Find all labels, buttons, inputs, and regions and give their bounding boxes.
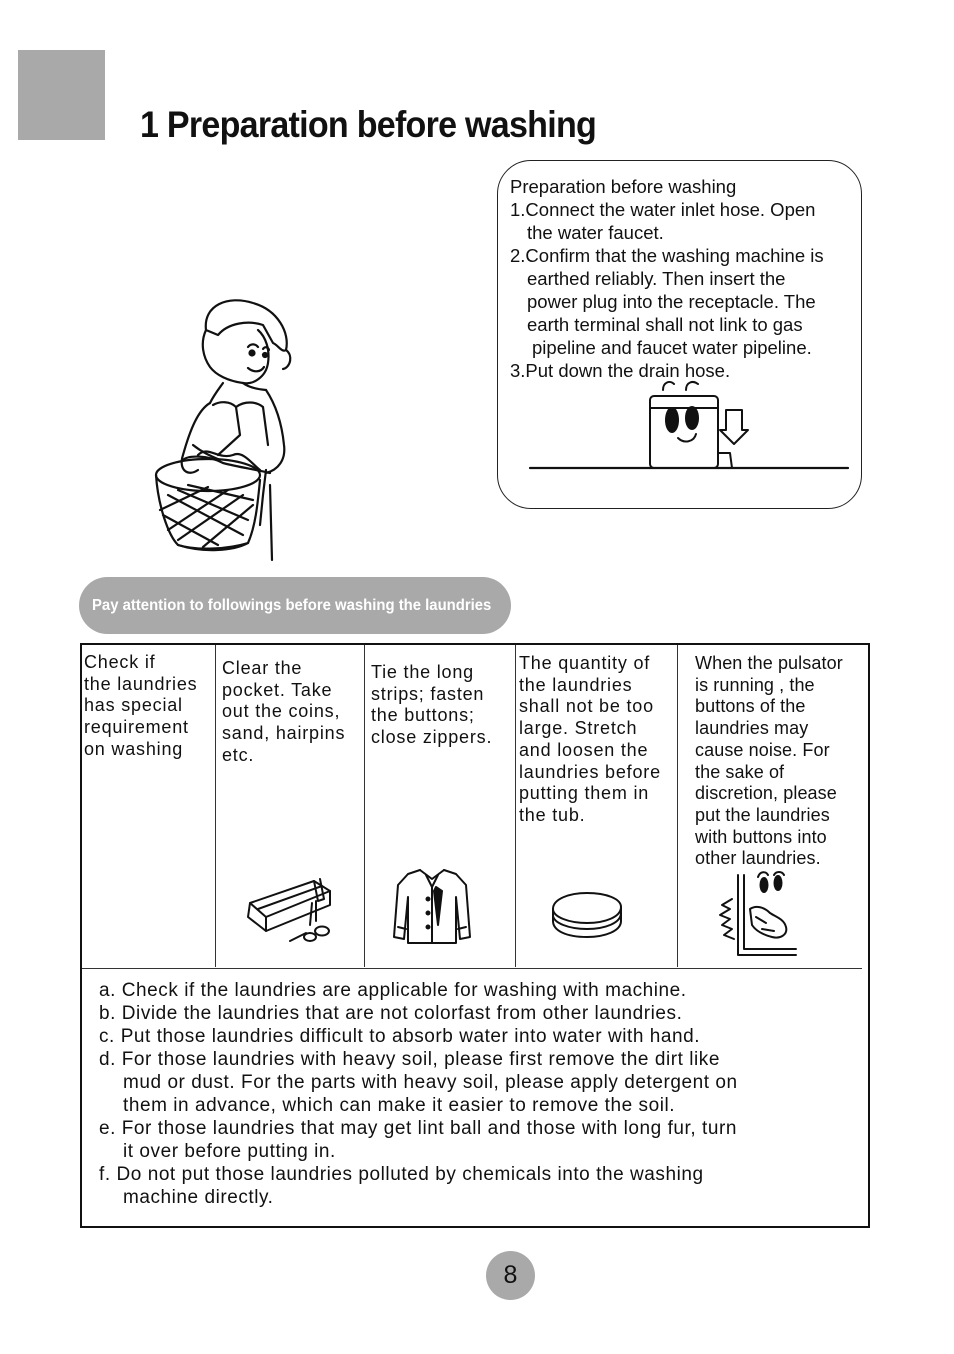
instruction-item: c. Put those laundries difficult to absorb water into water with hand. (99, 1026, 701, 1047)
table-divider (82, 968, 862, 969)
preparation-step-2-cont: pipeline and faucet water pipeline. (532, 337, 812, 358)
column-line: shall not be too (519, 696, 654, 717)
preparation-step-2-cont: earth terminal shall not link to gas (527, 314, 803, 335)
shirt-icon (392, 865, 472, 945)
column-line: etc. (222, 744, 255, 765)
instruction-item-cont: machine directly. (123, 1187, 274, 1208)
column-clear-pocket (222, 658, 362, 767)
column-line: buttons of the (695, 696, 806, 717)
column-line: on washing (84, 738, 184, 759)
instruction-item-cont: mud or dust. For the parts with heavy soil, please apply detergent on (123, 1072, 738, 1093)
page-title: 1 Preparation before washing (140, 104, 597, 145)
column-line: the laundries (519, 674, 633, 695)
column-line: other laundries. (695, 848, 821, 869)
column-line: putting them in (519, 783, 650, 804)
instruction-item-cont: it over before putting in. (123, 1141, 336, 1162)
column-divider (215, 645, 216, 967)
column-divider (364, 645, 365, 967)
column-line: with buttons into (695, 826, 827, 847)
woman-with-basket-illustration (148, 295, 298, 565)
instruction-item: a. Check if the laundries are applicable for washing with machine. (99, 980, 687, 1001)
column-line: Tie the long (371, 662, 474, 682)
pulsator-noise-icon (716, 869, 806, 961)
column-line: The quantity of (519, 653, 651, 673)
column-divider (515, 645, 516, 967)
corner-gray-block (18, 50, 105, 140)
column-line: the buttons; (371, 705, 475, 726)
instruction-item: b. Divide the laundries that are not colorfast from other laundries. (99, 1003, 683, 1024)
page-number: 8 (503, 1261, 518, 1289)
folded-laundry-icon (547, 887, 627, 942)
preparation-step-1-cont: the water faucet. (527, 222, 664, 243)
attention-banner (79, 577, 511, 634)
column-pulsator-noise (695, 653, 867, 870)
washing-machine-drain-illustration (528, 378, 850, 473)
column-line: the laundries (84, 673, 198, 694)
column-tie-strips (371, 662, 513, 749)
column-line: strips; fasten (371, 683, 485, 704)
column-line: out the coins, (222, 701, 341, 722)
column-line: discretion, please (695, 783, 837, 804)
preparation-step-2-cont: earthed reliably. Then insert the (527, 268, 786, 289)
column-line: laundries may (695, 718, 809, 739)
instruction-item: f. Do not put those laundries polluted by chemicals into the washing (99, 1164, 704, 1185)
column-line: cause noise. For (695, 739, 830, 760)
column-line: the tub. (519, 804, 586, 825)
pocket-items-icon (244, 873, 339, 948)
preparation-step-1: 1.Connect the water inlet hose. Open (510, 199, 816, 220)
preparation-step-3: 3.Put down the drain hose. (510, 360, 731, 381)
column-check-requirements (84, 652, 214, 761)
attention-banner-label: Pay attention to followings before washing the laundries (92, 597, 492, 614)
column-line: the sake of (695, 761, 785, 782)
column-line: put the laundries (695, 804, 830, 825)
preparation-heading: Preparation before washing (510, 176, 737, 197)
column-line: large. Stretch (519, 718, 638, 739)
instruction-item-cont: them in advance, which can make it easier to remove the soil. (123, 1095, 676, 1116)
column-line: Clear the (222, 658, 303, 678)
preparation-text (510, 175, 824, 382)
instruction-item: e. For those laundries that may get lint ball and those with long fur, turn (99, 1118, 737, 1139)
column-line: laundries before (519, 761, 661, 782)
column-line: requirement (84, 717, 189, 738)
column-line: is running , the (695, 674, 815, 695)
column-divider (677, 645, 678, 967)
column-quantity (519, 653, 675, 827)
column-line: has special (84, 695, 183, 716)
preparation-step-2-cont: power plug into the receptacle. The (527, 291, 816, 312)
page-number-badge (486, 1251, 535, 1300)
column-line: sand, hairpins (222, 723, 346, 744)
column-line: close zippers. (371, 727, 493, 748)
column-line: and loosen the (519, 739, 649, 760)
column-line: pocket. Take (222, 679, 333, 700)
column-line: When the pulsator (695, 653, 843, 673)
preparation-step-2: 2.Confirm that the washing machine is (510, 245, 824, 266)
column-line: Check if (84, 652, 156, 672)
instruction-item: d. For those laundries with heavy soil, please first remove the dirt like (99, 1049, 720, 1070)
instruction-list (99, 979, 738, 1209)
laundry-check-table (80, 643, 870, 1228)
